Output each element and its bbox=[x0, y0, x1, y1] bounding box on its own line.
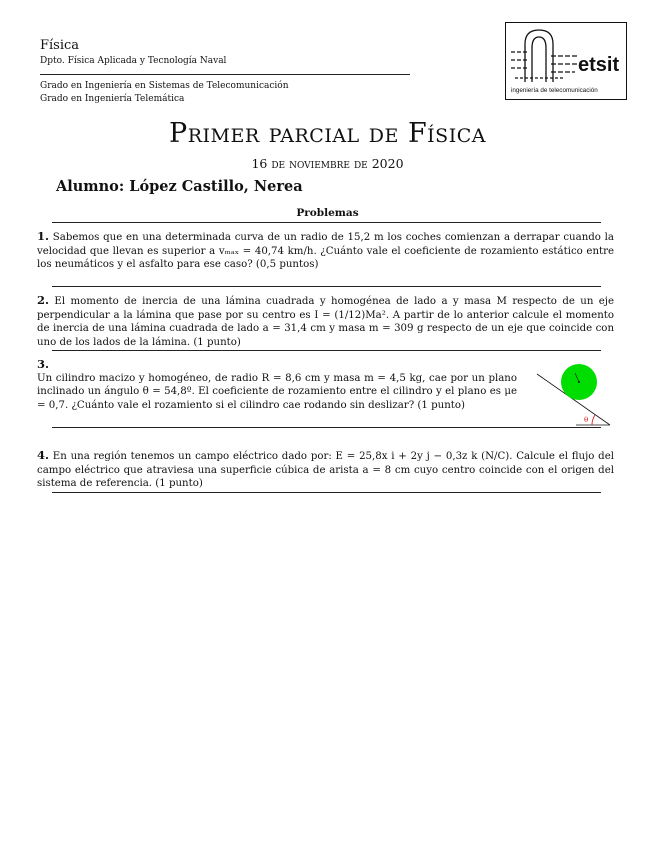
problem-text: En una región tenemos un campo eléctrico dado por: E = 25,8x i + 2y j − 0,3z k (N/C). Calcule el flujo del campo eléctrico que atraviesa una superficie cúbica de arista a = 8 cm cuyo centro coincide con el origen del sistema de referencia. (1 punto) bbox=[37, 451, 614, 490]
etsit-logo bbox=[505, 22, 627, 100]
problem-text: El momento de inercia de una lámina cuadrada y homogénea de lado a y masa M respecto de un eje perpendicular a la lámina que pase por su centro es I = (1/12)Ma². A partir de lo anterior calcule el momento de inercia de una lámina cuadrada de lado a = 31,4 cm y masa m = 309 g respecto de un eje que coincide con uno de los lados de la lámina. (1 punto) bbox=[37, 296, 614, 348]
problem-divider bbox=[52, 492, 601, 493]
problem-divider bbox=[52, 350, 601, 351]
problem-1 bbox=[37, 230, 614, 272]
angle-arc bbox=[592, 415, 595, 425]
section-divider bbox=[52, 222, 601, 223]
problem-divider bbox=[52, 427, 601, 428]
inclined-plane-figure bbox=[532, 360, 614, 428]
problem-number: 2. bbox=[37, 293, 50, 307]
header-divider bbox=[40, 74, 410, 75]
department-name: Dpto. Física Aplicada y Tecnología Naval bbox=[40, 56, 227, 66]
student-name: Alumno: López Castillo, Nerea bbox=[56, 178, 303, 195]
problem-text: Sabemos que en una determinada curva de un radio de 15,2 m los coches comienzan a derrapar cuando la velocidad que llevan es superior a vₘₐₓ = 40,74 km/h. ¿Cuánto vale el coeficiente de rozamiento estático entre los neumáticos y el asfalto para ese caso? (0,5 puntos) bbox=[37, 232, 614, 271]
problem-number: 3. bbox=[37, 357, 50, 371]
problem-number: 4. bbox=[37, 448, 50, 462]
problem-divider bbox=[52, 286, 601, 287]
problem-4 bbox=[37, 449, 614, 491]
problem-3 bbox=[37, 358, 517, 412]
problem-number: 1. bbox=[37, 229, 50, 243]
problem-text: Un cilindro macizo y homogéneo, de radio R = 8,6 cm y masa m = 4,5 kg, cae por un plano inclinado un ángulo θ = 54,8º. El coeficiente de rozamiento entre el cilindro y el plano es μe = 0,7. ¿Cuánto vale el rozamiento si el cilindro cae rodando sin deslizar? (1 punto) bbox=[37, 372, 517, 411]
logo-text: etsit bbox=[578, 54, 620, 76]
logo-subtext: ingeniería de telecomunicación bbox=[511, 87, 598, 94]
angle-label: θ bbox=[584, 416, 589, 424]
subject-title: Física bbox=[40, 38, 80, 53]
degree-line-2: Grado en Ingeniería Telemática bbox=[40, 94, 185, 104]
problem-2 bbox=[37, 294, 614, 349]
degree-line-1: Grado en Ingeniería en Sistemas de Telecomunicación bbox=[40, 81, 289, 91]
exam-date: 16 de noviembre de 2020 bbox=[251, 156, 404, 171]
exam-title: Primer parcial de Física bbox=[169, 118, 486, 149]
section-heading: Problemas bbox=[296, 207, 359, 219]
